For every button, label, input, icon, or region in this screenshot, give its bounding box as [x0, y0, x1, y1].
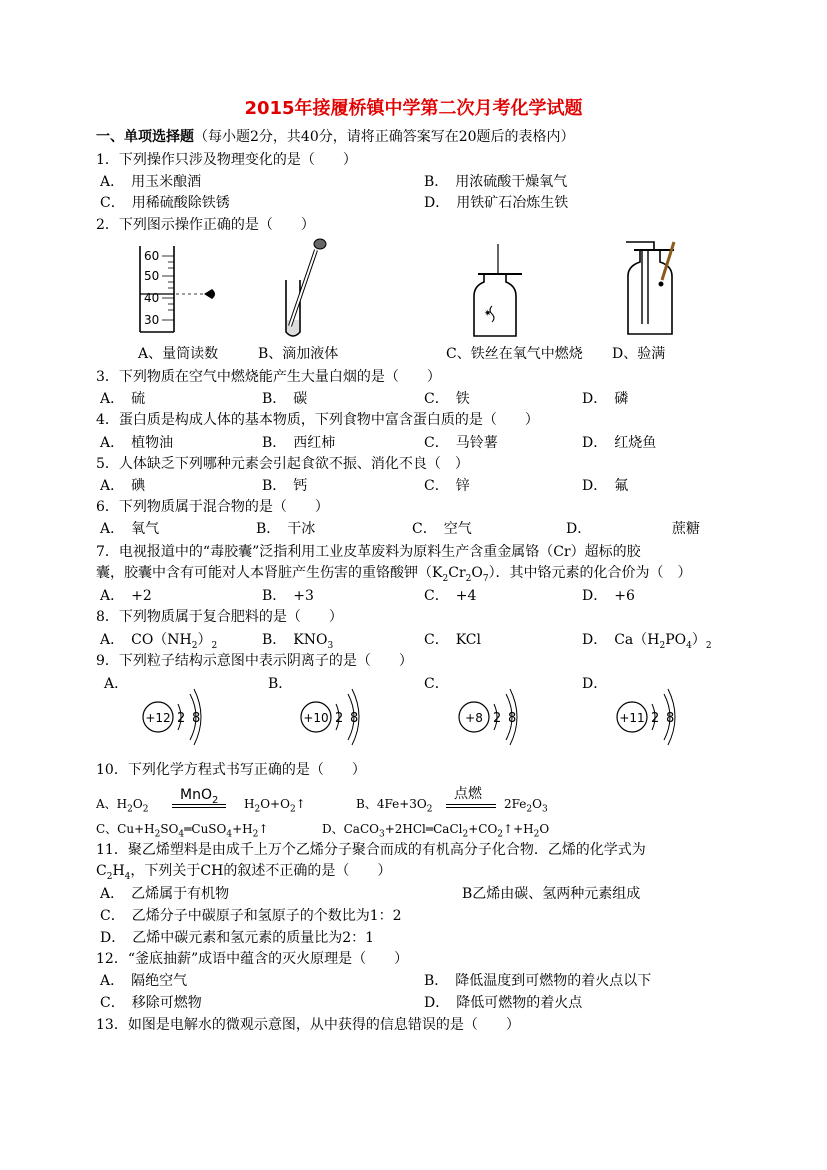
q11-line1: 11．聚乙烯塑料是由成千上万个乙烯分子聚合而成的有机高分子化合物．乙烯的化学式为 — [96, 842, 646, 858]
svg-text:✷: ✷ — [484, 309, 492, 319]
q2-stem: 2．下列图示操作正确的是（ ） — [96, 217, 315, 233]
q1-option-c: C． 用稀硫酸除铁锈 — [100, 195, 230, 211]
q2-caption-a: A、量筒读数 — [138, 346, 219, 362]
shell-electrons: 8 — [508, 711, 517, 726]
q12-option-b: B． 降低温度到可燃物的着火点以下 — [424, 973, 652, 989]
q9-label-b: B． — [268, 676, 293, 692]
atom-diagram-a — [140, 684, 210, 750]
q10-option-a-reactant: A、$H_2O_2$ — [96, 797, 149, 815]
gas-full-test-figure — [618, 236, 684, 338]
tick-label: 50 — [144, 269, 160, 283]
q1-option-b: B． 用浓硫酸干燥氧气 — [424, 174, 568, 190]
shell-electrons: 8 — [192, 711, 201, 726]
nucleus-charge: +10 — [303, 711, 329, 725]
q4-option-c: C． 马铃薯 — [424, 435, 498, 451]
q1-option-a: A． 用玉米酿酒 — [100, 174, 202, 190]
q13-stem: 13．如图是电解水的微观示意图，从中获得的信息错误的是（ ） — [96, 1017, 520, 1033]
q4-option-a: A． 植物油 — [100, 435, 174, 451]
nucleus-charge: +12 — [145, 711, 171, 725]
q10-option-a-catalyst: MnO$_2$ — [180, 787, 219, 806]
q12-option-d: D． 降低可燃物的着火点 — [424, 995, 583, 1011]
q12-stem: 12．“釜底抽薪”成语中蕴含的灭火原理是（ ） — [96, 951, 409, 967]
q4-stem: 4．蛋白质是构成人体的基本物质，下列食物中富含蛋白质的是（ ） — [96, 412, 539, 428]
graduated-cylinder-figure — [138, 246, 228, 336]
q5-option-d: D． 氟 — [582, 478, 629, 494]
atom-diagram-b — [298, 684, 368, 750]
q12-option-a: A． 隔绝空气 — [100, 973, 188, 989]
q8-option-a: A． $CO(NH_2)_2$ — [100, 632, 218, 651]
q3-option-c: C． 铁 — [424, 391, 470, 407]
nucleus-charge: +8 — [465, 711, 483, 725]
tick-label: 30 — [144, 313, 160, 327]
q2-caption-b: B、滴加液体 — [258, 346, 339, 362]
shell-electrons: 2 — [651, 711, 660, 726]
tick-label: 40 — [144, 291, 160, 305]
q9-label-c: C． — [424, 676, 449, 692]
q4-option-d: D． 红烧鱼 — [582, 435, 657, 451]
q3-stem: 3．下列物质在空气中燃烧能产生大量白烟的是（ ） — [96, 369, 441, 385]
q12-option-c: C． 移除可燃物 — [100, 995, 202, 1011]
q6-option-d: D． — [566, 521, 592, 537]
q10-option-b-product: $2Fe_2O_3$ — [504, 797, 548, 815]
q1-stem: 1．下列操作只涉及物理变化的是（ ） — [96, 152, 357, 168]
q3-option-d: D． 磷 — [582, 391, 629, 407]
q10-option-d: D、$CaCO_3+2HCl═CaCl_2+CO_2↑+H_2O$ — [322, 822, 550, 840]
q11-option-a: A． 乙烯属于有机物 — [100, 886, 230, 902]
q10-option-b-condition: 点燃 — [454, 786, 482, 802]
q6-option-a: A． 氧气 — [100, 521, 160, 537]
reaction-arrow-line — [172, 804, 226, 805]
test-tube-dropper-figure — [276, 238, 336, 342]
q5-option-a: A． 碘 — [100, 478, 146, 494]
q6-option-d-text: 蔗糖 — [672, 521, 700, 537]
nucleus-charge: +11 — [619, 711, 645, 725]
shell-electrons: 8 — [350, 711, 359, 726]
q6-stem: 6．下列物质属于混合物的是（ ） — [96, 499, 329, 515]
q9-label-d: D． — [582, 676, 608, 692]
shell-electrons: 8 — [666, 711, 675, 726]
q8-option-b: B． $KNO_3$ — [262, 632, 334, 651]
q7-line2: 囊，胶囊中含有可能对人本肾脏产生伤害的重铬酸钾$(K_2Cr_2O_7)$．其中铬元素的化合价为（ ） — [96, 565, 692, 584]
iron-wire-combustion-figure — [470, 244, 530, 340]
q8-option-c: C． KCl — [424, 632, 481, 648]
q7-option-d: D． +6 — [582, 588, 635, 604]
q3-option-b: B． 碳 — [262, 391, 308, 407]
q6-option-b: B． 干冰 — [256, 521, 316, 537]
q10-option-a-product: $H_2O+O_2↑$ — [244, 797, 306, 815]
q4-option-b: B． 西红柿 — [262, 435, 336, 451]
atom-diagram-d — [614, 684, 684, 750]
q7-option-c: C． +4 — [424, 588, 477, 604]
atom-diagram-c — [456, 684, 526, 750]
q7-line1: 7．电视报道中的“毒胶囊”泛指利用工业皮革废料为原料生产含重金属铬（Cr）超标的胶 — [96, 544, 641, 560]
section-heading: 一、单项选择题（每小题2分，共40分，请将正确答案写在20题后的表格内） — [96, 129, 575, 145]
q5-option-b: B． 钙 — [262, 478, 308, 494]
page-title: 2015年接履桥镇中学第二次月考化学试题 — [244, 98, 583, 119]
reaction-arrow-line — [446, 804, 496, 805]
shell-electrons: 2 — [177, 711, 186, 726]
q11-option-c: C． 乙烯分子中碳原子和氢原子的个数比为1：2 — [100, 908, 402, 924]
q3-option-a: A． 硫 — [100, 391, 146, 407]
shell-electrons: 2 — [493, 711, 502, 726]
q11-option-d: D． 乙烯中碳元素和氢元素的质量比为2：1 — [100, 930, 375, 946]
q7-option-a: A． +2 — [100, 588, 152, 604]
q10-stem: 10．下列化学方程式书写正确的是（ ） — [96, 762, 366, 778]
shell-electrons: 2 — [335, 711, 344, 726]
q7-option-b: B． +3 — [262, 588, 314, 604]
q10-option-c: C、$Cu+H_2SO_4═CuSO_4+H_2↑$ — [96, 822, 269, 840]
q5-option-c: C． 锌 — [424, 478, 470, 494]
reaction-arrow-line — [172, 807, 226, 808]
q8-stem: 8．下列物质属于复合肥料的是（ ） — [96, 609, 343, 625]
q9-label-a: A． — [104, 676, 129, 692]
q8-option-d: D． $Ca(H_2PO_4)_2$ — [582, 632, 712, 651]
q6-option-c: C． 空气 — [412, 521, 472, 537]
q1-option-d: D． 用铁矿石冶炼生铁 — [424, 195, 569, 211]
q9-stem: 9．下列粒子结构示意图中表示阴离子的是（ ） — [96, 653, 413, 669]
q2-caption-c: C、铁丝在氧气中燃烧 — [446, 346, 583, 362]
reaction-arrow-line — [446, 807, 496, 808]
q5-stem: 5．人体缺乏下列哪种元素会引起食欲不振、消化不良（ ） — [96, 456, 469, 472]
tick-label: 60 — [144, 249, 160, 263]
q11-line2: $C_2H_4$，下列关于CH的叙述不正确的是（ ） — [96, 863, 392, 882]
q11-option-b: B乙烯由碳、氢两种元素组成 — [462, 886, 641, 902]
q2-caption-d: D、验满 — [612, 346, 666, 362]
q10-option-b-reactant: B、$4Fe+3O_2$ — [356, 797, 433, 815]
